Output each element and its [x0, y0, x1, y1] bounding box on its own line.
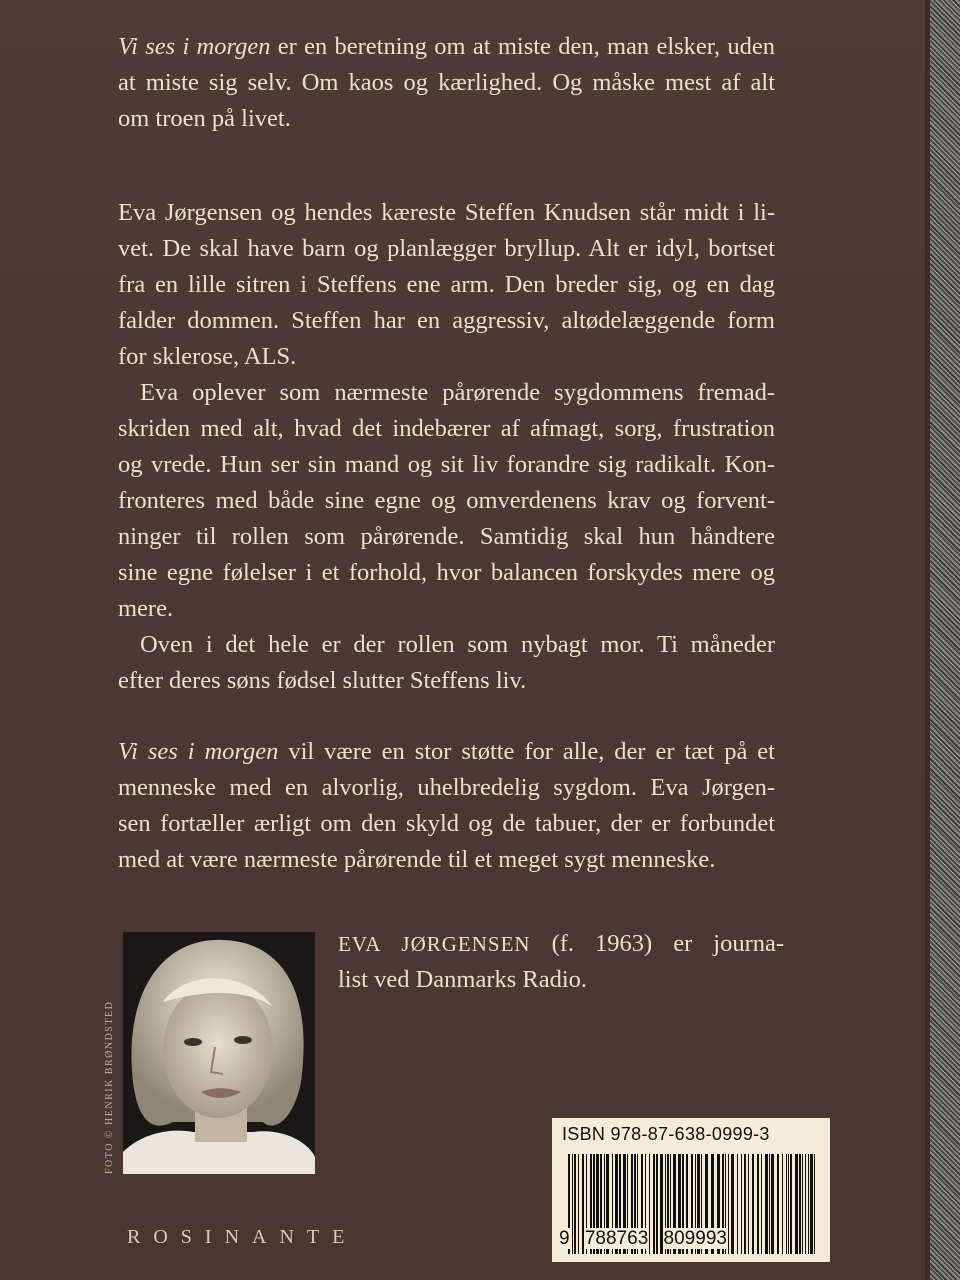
barcode-bar — [808, 1154, 809, 1254]
barcode-bar — [810, 1154, 813, 1254]
blurb-line: ninger til rollen som pårørende. Samtidig skal hun håndtere — [118, 523, 775, 550]
blurb-line: Eva Jørgensen og hendes kæreste Steffen Knudsen står midt i li- — [118, 199, 775, 226]
blurb-line-text: sen fortæller ærligt om den skyld og de tabuer, der er forbundet — [118, 810, 775, 837]
author-portrait-image — [123, 932, 315, 1174]
barcode-bar — [782, 1154, 783, 1254]
barcode-bar — [748, 1154, 749, 1254]
book-title-italic: Vi ses i morgen — [118, 33, 271, 60]
blurb-line: skriden med alt, hvad det indebærer af afmagt, sorg, frustration — [118, 415, 775, 442]
blurb-line — [118, 101, 775, 137]
blurb-line: efter deres søns fødsel slutter Steffens liv. — [118, 667, 527, 694]
isbn-text: ISBN 978-87-638-0999-3 — [562, 1124, 770, 1144]
blurb-line-text: med at være nærmeste pårørende til et meget sygt menneske. — [118, 846, 716, 873]
photo-credit: FOTO © HENRIK BRØNDSTED — [104, 1000, 115, 1174]
barcode-bar — [752, 1154, 754, 1254]
author-bio — [338, 926, 788, 998]
blurb-line: Eva oplever som nærmeste pårørende sygdommens fremad- — [140, 379, 775, 406]
blurb-line: falder dommen. Steffen har en aggressiv, altødelæggende form — [118, 307, 775, 334]
author-bio-line-2: list ved Danmarks Radio. — [338, 966, 588, 993]
barcode-bar — [799, 1154, 801, 1254]
isbn-barcode-label — [552, 1118, 830, 1262]
cover-edge — [925, 0, 930, 1280]
barcode-digits-left: 788763 — [584, 1228, 649, 1249]
barcode-bar — [771, 1154, 774, 1254]
barcode-digit-prefix: 9 — [559, 1228, 570, 1249]
barcode-bar — [788, 1154, 789, 1254]
blurb-line — [118, 734, 775, 770]
book-title-italic: Vi ses i morgen — [118, 738, 279, 765]
blurb-line — [118, 770, 775, 806]
barcode-digits-right: 809993 — [663, 1228, 727, 1249]
barcode-bar — [728, 1154, 729, 1254]
barcode-bar — [741, 1154, 742, 1254]
blurb-paragraph-3 — [118, 734, 775, 878]
blurb-line: sine egne følelser i et forhold, hvor balancen forskydes mere og — [118, 559, 775, 586]
blurb-line-text: er en beretning om at miste den, man elsker, uden — [270, 33, 775, 60]
blurb-line-text: om troen på livet. — [118, 105, 291, 132]
blurb-line — [118, 842, 775, 878]
barcode-bar — [805, 1154, 806, 1254]
blurb-line: Oven i det hele er der rollen som nybagt mor. Ti måneder — [140, 631, 775, 658]
author-name: EVA JØRGENSEN — [338, 932, 531, 956]
barcode-bar — [765, 1154, 768, 1254]
barcode-bar — [744, 1154, 746, 1254]
blurb-line: og vrede. Hun ser sin mand og sit liv forandre sig radikalt. Kon- — [118, 451, 775, 478]
blurb-line: mere. — [118, 595, 174, 622]
barcode-bar — [757, 1154, 759, 1254]
blurb-line-text: vil være en stor støtte for alle, der er tæt på et — [278, 738, 775, 765]
blurb-line: fronteres med både sine egne og omverdenens krav og forvent- — [118, 487, 775, 514]
barcode-bar — [769, 1154, 770, 1254]
blurb-line — [118, 29, 775, 65]
blurb-line-text: at miste sig selv. Om kaos og kærlighed. Og måske mest af alt — [118, 69, 775, 96]
barcode-bar — [786, 1154, 787, 1254]
author-photo — [123, 932, 315, 1174]
blurb-line — [118, 806, 775, 842]
barcode-bar — [777, 1154, 779, 1254]
blurb-line: fra en lille sitren i Steffens ene arm. Den breder sig, og en dag — [118, 271, 775, 298]
blurb-paragraph-1 — [118, 29, 775, 137]
barcode-bar — [814, 1154, 815, 1254]
blurb-line — [118, 65, 775, 101]
barcode-bar — [802, 1154, 803, 1254]
barcode-bar — [731, 1154, 734, 1254]
barcode-bar — [737, 1154, 738, 1254]
blurb-line-text: menneske med en alvorlig, uhelbredelig sygdom. Eva Jørgen- — [118, 774, 775, 801]
publisher-logo: ROSINANTE — [127, 1226, 358, 1248]
blurb-paragraph-2 — [118, 195, 775, 699]
blurb-line: for sklerose, ALS. — [118, 343, 297, 370]
barcode-digits — [558, 1228, 728, 1250]
barcode-bar — [790, 1154, 792, 1254]
blurb-line: vet. De skal have barn og planlægger bryllup. Alt er idyl, bortset — [118, 235, 775, 262]
barcode-bar — [795, 1154, 798, 1254]
barcode-bar — [761, 1154, 762, 1254]
carpet-background — [928, 0, 960, 1280]
author-bio-line-1: (f. 1963) er journa- — [530, 930, 785, 957]
